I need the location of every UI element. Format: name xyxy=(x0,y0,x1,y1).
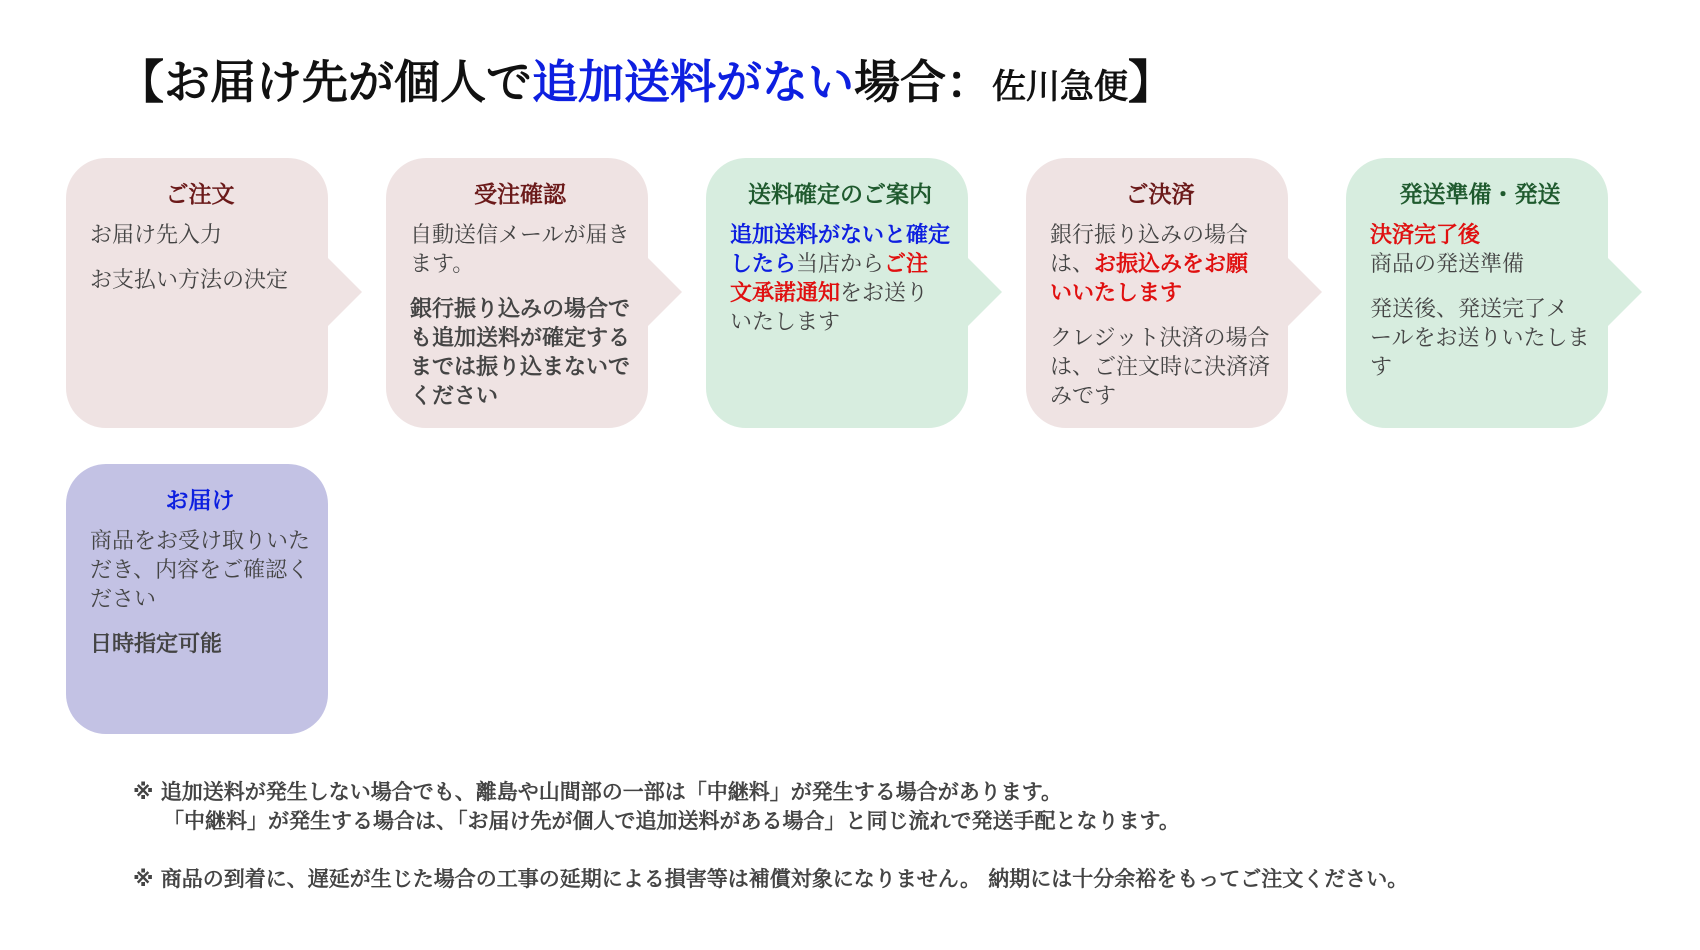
step-text: 発送後、発送完了メールをお送りいたします xyxy=(1370,297,1590,380)
title-highlight: 追加送料がない xyxy=(532,55,854,109)
step-text-part: 商品の発送準備 xyxy=(1370,252,1525,277)
notes xyxy=(133,778,1408,894)
step-text-part: をお送りいたします xyxy=(730,281,929,335)
step-title: 発送準備・発送 xyxy=(1399,182,1561,208)
step-highlight: 日時指定可能 xyxy=(90,632,223,657)
title-open-bracket: 【 xyxy=(118,55,164,109)
step-delivery xyxy=(66,464,328,734)
step-title: お届け xyxy=(165,488,235,514)
page-title xyxy=(118,46,1174,112)
arrow-notch xyxy=(1608,258,1642,326)
step-text: 商品をお受け取りいただき、内容をご確認ください xyxy=(90,529,311,612)
step-order xyxy=(66,158,328,428)
step-text: お届け先入力 xyxy=(90,223,223,248)
step-text xyxy=(1050,221,1270,308)
arrow-notch xyxy=(1288,258,1322,326)
arrow-notch xyxy=(968,258,1002,326)
step-text xyxy=(730,221,950,337)
step-text: お支払い方法の決定 xyxy=(90,268,289,293)
step-highlight-red: お振込みをお願いいたします xyxy=(1050,252,1249,306)
step-title: ご決済 xyxy=(1125,182,1195,208)
step-title: 受注確認 xyxy=(474,182,566,208)
step-shipping xyxy=(1346,158,1608,428)
step-highlight-red: ご注文承諾通知 xyxy=(730,252,929,306)
step-highlight-red: 決済完了後 xyxy=(1370,223,1481,248)
title-part3: 場合： xyxy=(854,55,992,109)
step-title: ご注文 xyxy=(165,182,235,208)
title-close-bracket: 】 xyxy=(1128,55,1174,109)
step-text xyxy=(1370,221,1590,279)
step-text: 自動送信メールが届きます。 xyxy=(410,223,630,277)
step-warning: 銀行振り込みの場合でも追加送料が確定するまでは振り込まないでください xyxy=(410,297,631,409)
step-payment xyxy=(1026,158,1288,428)
step-highlight: 追加送料がないと確定したら xyxy=(730,223,951,277)
note-1-continued: 「中継料」が発生する場合は、「お届け先が個人で追加送料がある場合」と同じ流れで発送手配となります。 xyxy=(163,809,1180,833)
step-text: クレジット決済の場合は、ご注文時に決済済みです xyxy=(1050,326,1271,409)
step-title: 送料確定のご案内 xyxy=(748,182,932,208)
title-carrier: 佐川急便 xyxy=(992,67,1128,107)
step-text-part: 当店から xyxy=(796,252,885,277)
note-1: ※ 追加送料が発生しない場合でも、離島や山間部の一部は「中継料」が発生する場合があります。 xyxy=(133,780,1063,804)
arrow-notch xyxy=(648,258,682,326)
title-part1: お届け先が個人で xyxy=(164,55,532,109)
step-text-part: 銀行振り込みの場合は、 xyxy=(1050,223,1249,277)
step-order-confirm xyxy=(386,158,648,428)
note-2: ※ 商品の到着に、遅延が生じた場合の工事の延期による損害等は補償対象になりません。 納期には十分余裕をもってご注文ください。 xyxy=(133,867,1409,891)
arrow-notch xyxy=(328,258,362,326)
step-shipping-fee xyxy=(706,158,968,428)
